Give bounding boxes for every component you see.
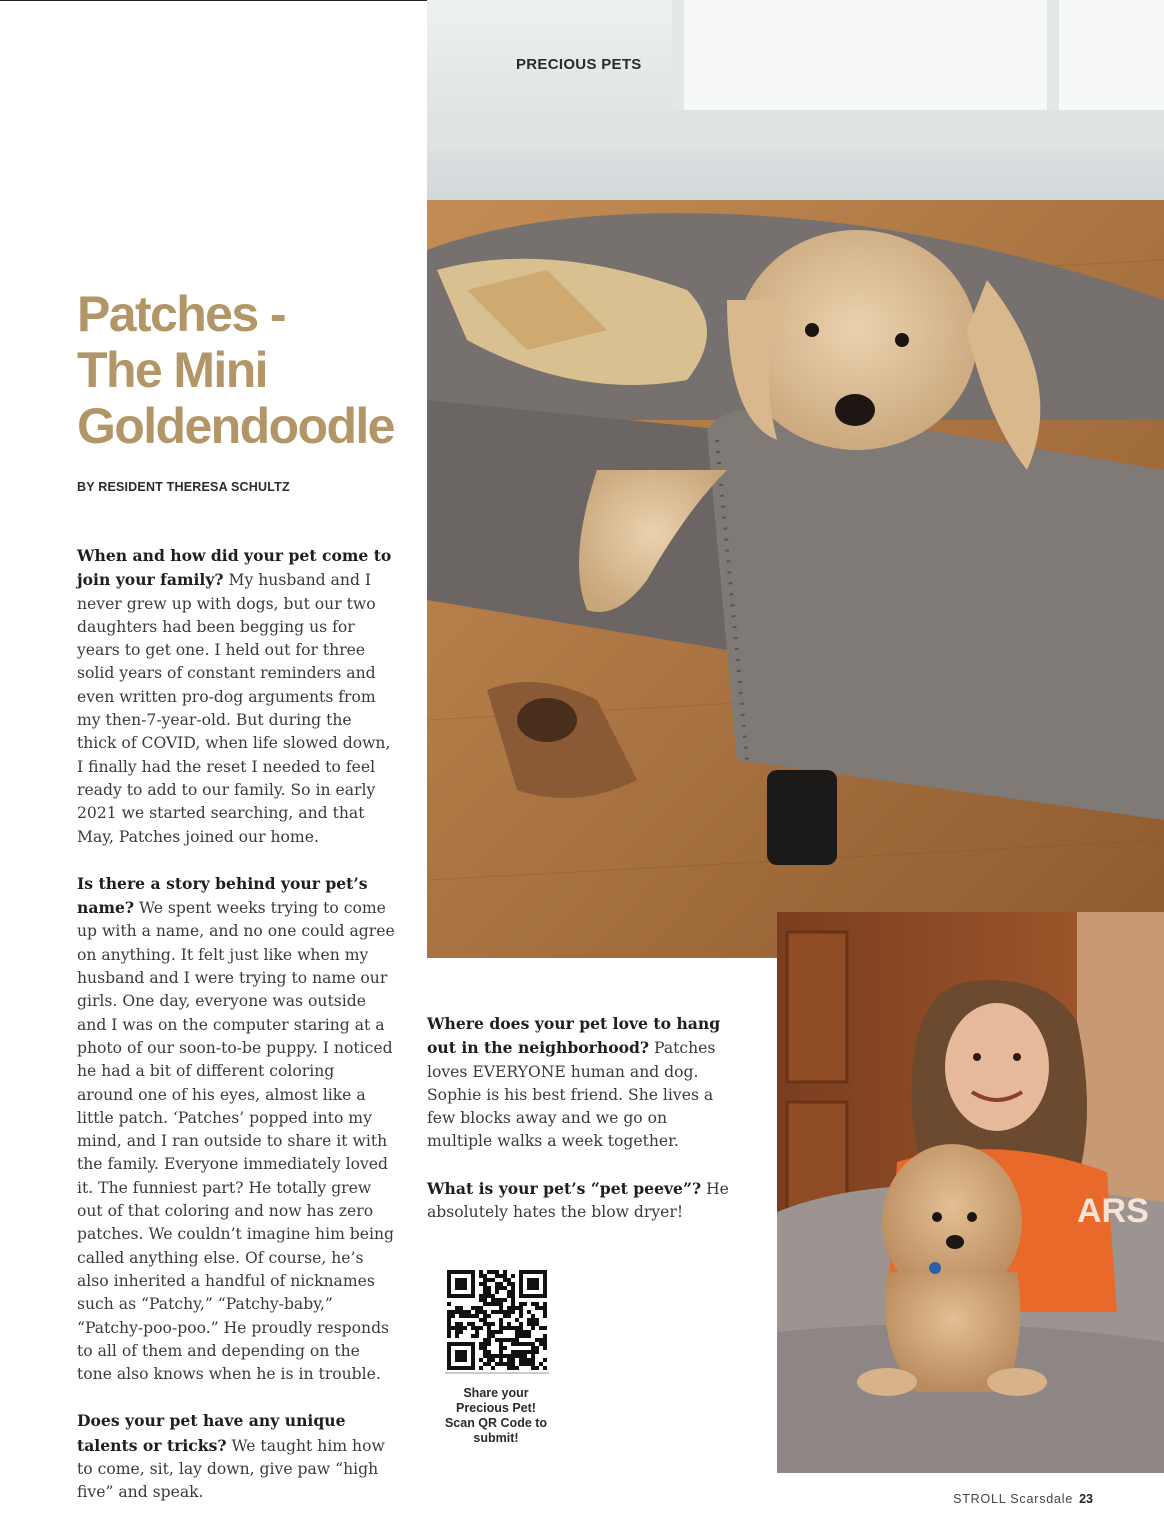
title-line: Goldendoodle — [77, 398, 394, 454]
qa-answer: Patches loves EVERYONE human and dog. Sophie is his best friend. She lives a few blocks away and we go on multiple walks a week together. — [427, 1039, 716, 1151]
qa-answer: My husband and I never grew up with dogs, but our two daughters had been begging us for years to get one. I held out for three solid years of constant reminders and even written pro-dog arguments from my then-7-year-old. But during the thick of COVID, when life slowed down, I finally had the reset I needed to feel ready to add to our family. So in early 2021 we started searching, and that May, Patches joined our home. — [77, 571, 391, 846]
photo-two-illustration — [777, 912, 1164, 1473]
qa-question: Is there a story behind your pet’s name? — [77, 873, 368, 918]
section-label: PRECIOUS PETS — [516, 56, 642, 73]
qr-caption-line: submit! — [473, 1431, 519, 1445]
qr-code[interactable] — [445, 1268, 549, 1374]
byline: BY RESIDENT THERESA SCHULTZ — [77, 480, 290, 494]
qr-caption — [440, 1386, 552, 1446]
qa-answer: He absolutely hates the blow dryer! — [427, 1179, 729, 1222]
qa-question: Where does your pet love to hang out in the neighborhood? — [427, 1014, 721, 1058]
qa-question: When and how did your pet come to join your family? — [77, 546, 392, 590]
page-footer — [953, 1492, 1093, 1506]
qr-caption-line: Share your — [463, 1386, 529, 1400]
qa-paragraph — [427, 1177, 737, 1225]
title-line: The Mini — [77, 342, 267, 398]
qa-answer: We spent weeks trying to come up with a name, and no one could agree on anything. It felt just like when my husband and I were trying to name our girls. One day, everyone was outside and I was on the computer staring at a photo of our soon-to-be puppy. I noticed he had a bit of different coloring around one of his eyes, almost like a little patch. ‘Patches’ popped into my mind, and I ran outside to share it with the family. Everyone immediately loved it. The funniest part? He totally grew out of that coloring and now has zero patches. We couldn’t imagine him being called anything else. Of course, he’s also inherited a handful of nicknames such as “Patchy,” “Patchy-baby,” “Patchy-poo-poo.” He proudly responds to all of them and depending on the tone also knows when he is in trouble. — [77, 899, 395, 1384]
top-rule — [0, 0, 430, 1]
article-title — [77, 286, 417, 454]
qa-paragraph — [77, 1409, 395, 1504]
main-photo-dog-on-couch — [427, 0, 1164, 958]
qa-answer: We taught him how to come, sit, lay down, give paw “high five” and speak. — [77, 1436, 385, 1502]
photo-owner-with-dog — [777, 912, 1164, 1473]
qr-caption-line: Scan QR Code to — [444, 1416, 548, 1430]
qa-paragraph — [427, 1012, 737, 1154]
qa-question: What is your pet’s “pet peeve”? — [427, 1178, 702, 1198]
shirt-text: ARS — [1077, 1192, 1149, 1230]
article-column-middle — [427, 1012, 737, 1247]
qa-question: Does your pet have any unique talents or tricks? — [77, 1411, 346, 1455]
qa-paragraph — [77, 544, 395, 849]
article-column-left — [77, 544, 395, 1528]
qr-caption-line: Precious Pet! — [456, 1401, 536, 1415]
title-line: Patches - — [77, 286, 285, 342]
qa-paragraph — [77, 872, 395, 1387]
main-photo-illustration — [427, 0, 1164, 958]
qr-code-icon — [445, 1268, 549, 1374]
publication-name: STROLL Scarsdale — [953, 1492, 1074, 1506]
page-number: 23 — [1079, 1492, 1093, 1506]
